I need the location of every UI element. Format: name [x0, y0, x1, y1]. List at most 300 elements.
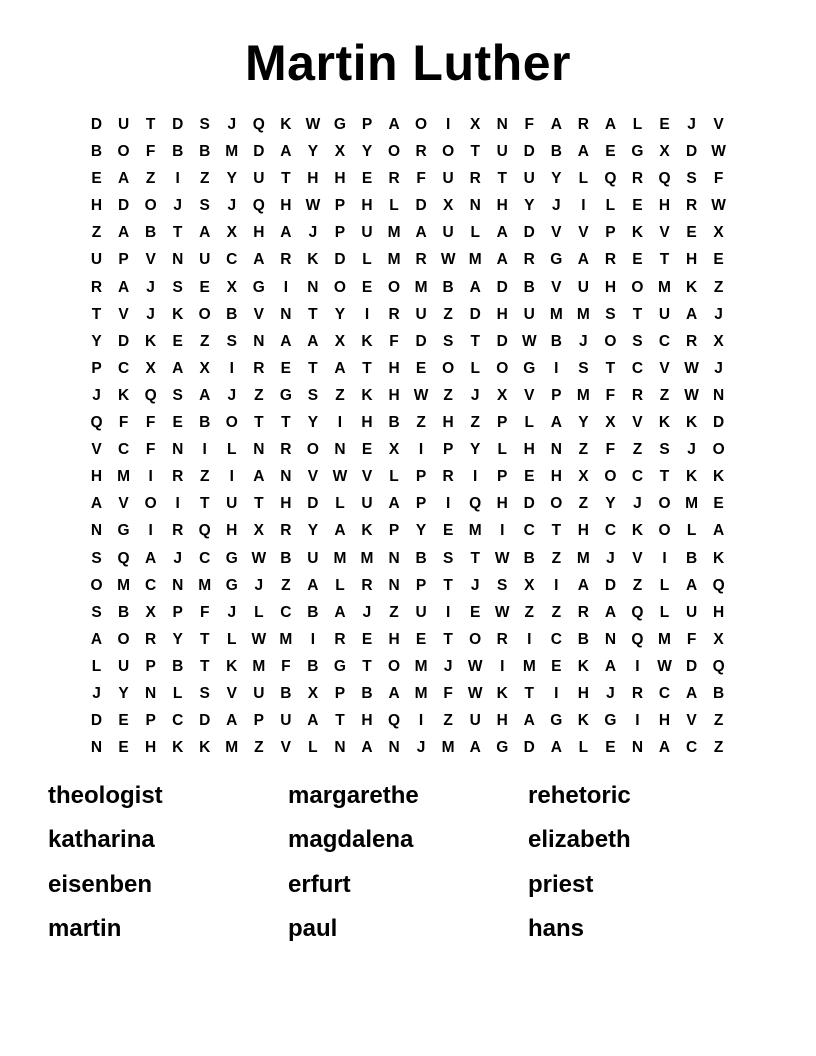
grid-cell[interactable]: P: [551, 386, 562, 404]
grid-cell[interactable]: M: [576, 386, 590, 404]
grid-cell[interactable]: R: [604, 251, 617, 269]
grid-cell[interactable]: P: [388, 522, 400, 540]
grid-cell[interactable]: I: [554, 359, 559, 377]
grid-cell[interactable]: Z: [199, 468, 210, 486]
grid-cell[interactable]: L: [659, 603, 670, 621]
grid-cell[interactable]: E: [361, 170, 373, 188]
grid-cell[interactable]: T: [470, 549, 480, 567]
grid-cell[interactable]: B: [199, 143, 211, 161]
grid-cell[interactable]: K: [307, 251, 319, 269]
grid-cell[interactable]: E: [659, 116, 670, 133]
grid-cell[interactable]: A: [469, 278, 481, 296]
grid-cell[interactable]: X: [226, 224, 237, 242]
grid-cell[interactable]: V: [659, 359, 670, 377]
grid-cell[interactable]: O: [90, 576, 103, 594]
grid-cell[interactable]: D: [523, 739, 535, 757]
grid-cell[interactable]: A: [388, 495, 400, 513]
grid-cell[interactable]: N: [334, 441, 346, 459]
grid-cell[interactable]: N: [172, 251, 184, 269]
grid-cell[interactable]: B: [550, 143, 562, 161]
grid-cell[interactable]: S: [686, 170, 697, 188]
grid-cell[interactable]: Z: [145, 170, 156, 188]
grid-cell[interactable]: A: [604, 657, 617, 675]
grid-cell[interactable]: K: [577, 712, 589, 730]
grid-cell[interactable]: W: [332, 468, 348, 486]
grid-cell[interactable]: Z: [524, 603, 534, 621]
grid-cell[interactable]: V: [551, 278, 562, 296]
grid-cell[interactable]: A: [604, 603, 617, 621]
grid-cell[interactable]: N: [388, 549, 400, 567]
grid-cell[interactable]: G: [631, 143, 644, 161]
grid-cell[interactable]: I: [445, 116, 451, 133]
grid-cell[interactable]: S: [172, 386, 183, 404]
grid-cell[interactable]: U: [442, 224, 454, 242]
grid-cell[interactable]: E: [632, 197, 643, 215]
grid-cell[interactable]: U: [685, 603, 698, 621]
grid-cell[interactable]: J: [579, 332, 588, 350]
grid-cell[interactable]: F: [281, 657, 291, 675]
grid-cell[interactable]: S: [91, 549, 102, 567]
grid-cell[interactable]: H: [90, 468, 103, 486]
grid-cell[interactable]: X: [713, 630, 724, 648]
grid-cell[interactable]: V: [118, 495, 129, 513]
grid-cell[interactable]: C: [550, 630, 562, 648]
grid-cell[interactable]: H: [658, 197, 671, 215]
grid-cell[interactable]: A: [280, 224, 292, 242]
grid-cell[interactable]: D: [172, 116, 184, 133]
grid-cell[interactable]: Y: [172, 630, 183, 648]
grid-cell[interactable]: M: [414, 684, 428, 702]
grid-cell[interactable]: A: [496, 224, 508, 242]
grid-cell[interactable]: V: [632, 414, 643, 432]
grid-cell[interactable]: B: [280, 549, 292, 567]
grid-cell[interactable]: T: [659, 468, 670, 486]
grid-cell[interactable]: T: [524, 684, 534, 702]
grid-cell[interactable]: H: [550, 468, 562, 486]
grid-cell[interactable]: Z: [199, 332, 210, 350]
grid-cell[interactable]: S: [632, 332, 643, 350]
grid-cell[interactable]: K: [631, 522, 644, 540]
grid-cell[interactable]: A: [388, 684, 400, 702]
grid-cell[interactable]: Z: [551, 603, 562, 621]
grid-cell[interactable]: K: [361, 386, 373, 404]
grid-cell[interactable]: D: [685, 657, 698, 675]
grid-cell[interactable]: D: [334, 251, 346, 269]
grid-cell[interactable]: Q: [631, 630, 644, 648]
grid-cell[interactable]: C: [631, 359, 644, 377]
grid-cell[interactable]: P: [415, 576, 427, 594]
grid-cell[interactable]: R: [145, 630, 157, 648]
grid-cell[interactable]: R: [631, 170, 644, 188]
grid-cell[interactable]: N: [713, 386, 725, 404]
grid-cell[interactable]: O: [442, 143, 455, 161]
grid-cell[interactable]: X: [199, 359, 210, 377]
grid-cell[interactable]: T: [308, 359, 318, 377]
grid-cell[interactable]: T: [281, 414, 291, 432]
grid-cell[interactable]: Q: [604, 170, 617, 188]
grid-cell[interactable]: T: [605, 359, 616, 377]
grid-cell[interactable]: D: [496, 332, 508, 350]
grid-cell[interactable]: T: [497, 170, 507, 188]
grid-cell[interactable]: K: [496, 684, 508, 702]
grid-cell[interactable]: R: [631, 684, 644, 702]
grid-cell[interactable]: L: [389, 468, 399, 486]
grid-cell[interactable]: F: [389, 332, 399, 350]
grid-cell[interactable]: V: [226, 684, 237, 702]
grid-cell[interactable]: A: [685, 576, 698, 594]
grid-cell[interactable]: X: [497, 386, 508, 404]
grid-cell[interactable]: F: [524, 116, 534, 133]
grid-cell[interactable]: S: [199, 684, 210, 702]
grid-cell[interactable]: A: [253, 468, 265, 486]
grid-cell[interactable]: Q: [469, 495, 482, 513]
grid-cell[interactable]: I: [148, 468, 153, 486]
grid-cell[interactable]: Q: [712, 576, 725, 594]
grid-cell[interactable]: O: [388, 657, 401, 675]
grid-cell[interactable]: M: [468, 522, 482, 540]
grid-cell[interactable]: Z: [632, 576, 643, 594]
grid-cell[interactable]: G: [117, 522, 130, 540]
grid-cell[interactable]: J: [227, 386, 237, 404]
grid-cell[interactable]: V: [118, 305, 129, 323]
grid-cell[interactable]: I: [229, 359, 234, 377]
grid-cell[interactable]: A: [117, 170, 130, 188]
grid-cell[interactable]: R: [90, 278, 103, 296]
grid-cell[interactable]: H: [307, 170, 319, 188]
grid-cell[interactable]: W: [521, 332, 537, 350]
grid-cell[interactable]: R: [280, 522, 292, 540]
grid-cell[interactable]: J: [173, 549, 182, 567]
grid-cell[interactable]: T: [551, 522, 562, 540]
grid-cell[interactable]: O: [469, 630, 482, 648]
grid-cell[interactable]: B: [442, 278, 454, 296]
grid-cell[interactable]: A: [172, 359, 184, 377]
grid-cell[interactable]: R: [631, 386, 644, 404]
grid-cell[interactable]: E: [605, 143, 616, 161]
grid-cell[interactable]: Q: [252, 197, 265, 215]
grid-cell[interactable]: B: [280, 684, 292, 702]
grid-cell[interactable]: A: [334, 522, 346, 540]
grid-cell[interactable]: I: [202, 441, 207, 459]
grid-cell[interactable]: P: [145, 712, 156, 730]
grid-cell[interactable]: R: [388, 170, 400, 188]
grid-cell[interactable]: G: [333, 116, 346, 133]
grid-cell[interactable]: K: [172, 739, 184, 757]
grid-cell[interactable]: Z: [713, 278, 724, 296]
grid-cell[interactable]: E: [470, 603, 481, 621]
grid-cell[interactable]: N: [280, 305, 292, 323]
grid-cell[interactable]: F: [416, 170, 426, 188]
grid-cell[interactable]: A: [307, 576, 319, 594]
grid-cell[interactable]: A: [117, 224, 130, 242]
grid-cell[interactable]: Z: [254, 739, 264, 757]
grid-cell[interactable]: K: [713, 468, 725, 486]
grid-cell[interactable]: M: [387, 251, 401, 269]
grid-cell[interactable]: R: [280, 441, 292, 459]
grid-cell[interactable]: A: [550, 116, 562, 133]
grid-cell[interactable]: T: [470, 143, 480, 161]
grid-cell[interactable]: Q: [658, 170, 671, 188]
grid-cell[interactable]: M: [252, 657, 266, 675]
grid-cell[interactable]: X: [713, 224, 724, 242]
grid-cell[interactable]: A: [334, 603, 346, 621]
grid-cell[interactable]: H: [604, 278, 617, 296]
grid-cell[interactable]: E: [524, 468, 535, 486]
grid-cell[interactable]: Y: [361, 143, 373, 161]
grid-cell[interactable]: H: [361, 197, 373, 215]
grid-cell[interactable]: U: [469, 712, 481, 730]
grid-cell[interactable]: A: [307, 332, 319, 350]
grid-cell[interactable]: J: [254, 576, 264, 594]
grid-cell[interactable]: S: [442, 549, 454, 567]
grid-cell[interactable]: O: [333, 278, 346, 296]
grid-cell[interactable]: V: [361, 468, 373, 486]
grid-cell[interactable]: W: [494, 603, 510, 621]
grid-cell[interactable]: G: [279, 386, 292, 404]
grid-cell[interactable]: K: [172, 305, 184, 323]
grid-cell[interactable]: E: [415, 359, 427, 377]
grid-cell[interactable]: U: [415, 603, 427, 621]
grid-cell[interactable]: B: [415, 549, 427, 567]
grid-cell[interactable]: P: [334, 224, 346, 242]
grid-cell[interactable]: J: [173, 197, 182, 215]
grid-cell[interactable]: K: [361, 522, 373, 540]
grid-cell[interactable]: Z: [281, 576, 291, 594]
grid-cell[interactable]: A: [253, 251, 265, 269]
grid-cell[interactable]: E: [91, 170, 102, 188]
grid-cell[interactable]: V: [145, 251, 156, 269]
grid-cell[interactable]: E: [199, 278, 210, 296]
grid-cell[interactable]: D: [117, 332, 130, 350]
grid-cell[interactable]: T: [308, 305, 318, 323]
grid-cell[interactable]: S: [226, 332, 237, 350]
grid-cell[interactable]: M: [279, 630, 293, 648]
grid-cell[interactable]: A: [90, 495, 103, 513]
grid-cell[interactable]: A: [496, 251, 508, 269]
grid-cell[interactable]: V: [307, 468, 319, 486]
grid-cell[interactable]: K: [280, 116, 292, 133]
grid-cell[interactable]: W: [494, 549, 510, 567]
grid-cell[interactable]: N: [90, 522, 103, 540]
grid-cell[interactable]: A: [469, 739, 481, 757]
grid-cell[interactable]: J: [362, 603, 372, 621]
grid-cell[interactable]: I: [473, 468, 478, 486]
grid-cell[interactable]: V: [253, 305, 264, 323]
grid-cell[interactable]: D: [117, 197, 130, 215]
grid-cell[interactable]: P: [361, 116, 373, 133]
grid-cell[interactable]: J: [687, 116, 696, 133]
grid-cell[interactable]: H: [280, 197, 292, 215]
grid-cell[interactable]: A: [658, 739, 671, 757]
grid-cell[interactable]: H: [280, 495, 292, 513]
grid-cell[interactable]: B: [307, 603, 319, 621]
grid-cell[interactable]: L: [659, 576, 670, 594]
grid-cell[interactable]: W: [711, 197, 726, 215]
grid-cell[interactable]: Z: [713, 712, 724, 730]
grid-cell[interactable]: T: [199, 630, 210, 648]
grid-cell[interactable]: D: [415, 332, 427, 350]
grid-cell[interactable]: E: [361, 630, 373, 648]
grid-cell[interactable]: X: [713, 332, 724, 350]
grid-cell[interactable]: T: [199, 657, 210, 675]
grid-cell[interactable]: H: [253, 224, 265, 242]
grid-cell[interactable]: U: [199, 251, 211, 269]
grid-cell[interactable]: X: [578, 468, 589, 486]
grid-cell[interactable]: N: [172, 441, 184, 459]
grid-cell[interactable]: U: [442, 170, 454, 188]
grid-cell[interactable]: M: [658, 630, 671, 648]
grid-cell[interactable]: D: [415, 197, 427, 215]
grid-cell[interactable]: J: [92, 684, 101, 702]
grid-cell[interactable]: I: [554, 684, 559, 702]
grid-cell[interactable]: B: [713, 684, 725, 702]
grid-cell[interactable]: N: [550, 441, 562, 459]
grid-cell[interactable]: W: [711, 143, 726, 161]
grid-cell[interactable]: V: [578, 224, 589, 242]
grid-cell[interactable]: Y: [415, 522, 427, 540]
grid-cell[interactable]: V: [659, 224, 670, 242]
grid-cell[interactable]: P: [497, 468, 508, 486]
grid-cell[interactable]: P: [415, 468, 427, 486]
grid-cell[interactable]: B: [523, 549, 535, 567]
grid-cell[interactable]: A: [577, 576, 589, 594]
grid-cell[interactable]: H: [577, 522, 589, 540]
grid-cell[interactable]: R: [523, 251, 535, 269]
grid-cell[interactable]: R: [415, 143, 427, 161]
grid-cell[interactable]: Q: [252, 116, 265, 133]
grid-cell[interactable]: F: [199, 603, 210, 621]
grid-cell[interactable]: I: [175, 170, 180, 188]
grid-cell[interactable]: A: [226, 712, 238, 730]
grid-cell[interactable]: K: [631, 224, 644, 242]
grid-cell[interactable]: I: [527, 630, 532, 648]
grid-cell[interactable]: I: [581, 197, 586, 215]
grid-cell[interactable]: N: [253, 332, 265, 350]
grid-cell[interactable]: Z: [443, 305, 453, 323]
grid-cell[interactable]: W: [467, 657, 483, 675]
grid-cell[interactable]: B: [90, 143, 103, 161]
grid-cell[interactable]: I: [635, 657, 640, 675]
grid-cell[interactable]: C: [658, 332, 671, 350]
grid-cell[interactable]: D: [604, 576, 617, 594]
grid-cell[interactable]: B: [199, 414, 211, 432]
grid-cell[interactable]: R: [577, 116, 589, 133]
grid-cell[interactable]: O: [631, 278, 644, 296]
grid-cell[interactable]: R: [442, 468, 454, 486]
grid-cell[interactable]: L: [686, 522, 697, 540]
grid-cell[interactable]: A: [550, 414, 562, 432]
grid-cell[interactable]: L: [227, 441, 237, 459]
grid-cell[interactable]: H: [496, 197, 508, 215]
grid-cell[interactable]: X: [334, 332, 346, 350]
grid-cell[interactable]: I: [418, 712, 424, 730]
grid-cell[interactable]: I: [364, 305, 370, 323]
grid-cell[interactable]: G: [333, 657, 346, 675]
grid-cell[interactable]: T: [281, 170, 291, 188]
grid-cell[interactable]: M: [414, 278, 428, 296]
grid-cell[interactable]: X: [145, 359, 156, 377]
grid-cell[interactable]: O: [388, 143, 401, 161]
grid-cell[interactable]: J: [606, 549, 615, 567]
grid-cell[interactable]: Q: [712, 657, 725, 675]
grid-cell[interactable]: T: [335, 712, 345, 730]
grid-cell[interactable]: M: [441, 739, 455, 757]
grid-cell[interactable]: W: [684, 359, 699, 377]
grid-cell[interactable]: J: [470, 576, 480, 594]
grid-cell[interactable]: X: [145, 603, 156, 621]
grid-cell[interactable]: I: [148, 522, 153, 540]
grid-cell[interactable]: O: [144, 197, 157, 215]
grid-cell[interactable]: M: [685, 495, 699, 513]
grid-cell[interactable]: A: [199, 386, 211, 404]
grid-cell[interactable]: S: [307, 386, 319, 404]
grid-cell[interactable]: N: [631, 739, 644, 757]
grid-cell[interactable]: M: [468, 251, 482, 269]
grid-cell[interactable]: J: [687, 441, 696, 459]
grid-cell[interactable]: M: [360, 549, 374, 567]
grid-cell[interactable]: A: [388, 116, 400, 133]
grid-cell[interactable]: H: [145, 739, 157, 757]
grid-cell[interactable]: A: [577, 251, 589, 269]
grid-cell[interactable]: C: [226, 251, 238, 269]
grid-cell[interactable]: Q: [117, 549, 130, 567]
grid-cell[interactable]: W: [305, 116, 321, 133]
grid-cell[interactable]: V: [713, 116, 724, 133]
grid-cell[interactable]: K: [577, 657, 589, 675]
grid-cell[interactable]: V: [632, 549, 643, 567]
grid-cell[interactable]: N: [307, 278, 319, 296]
grid-cell[interactable]: H: [658, 712, 671, 730]
grid-cell[interactable]: D: [713, 414, 725, 432]
grid-cell[interactable]: Z: [470, 414, 480, 432]
grid-cell[interactable]: I: [500, 657, 505, 675]
grid-cell[interactable]: H: [496, 305, 508, 323]
grid-cell[interactable]: A: [199, 224, 211, 242]
grid-cell[interactable]: O: [198, 305, 211, 323]
grid-cell[interactable]: M: [225, 143, 239, 161]
grid-cell[interactable]: J: [227, 116, 237, 133]
grid-cell[interactable]: I: [175, 495, 180, 513]
grid-cell[interactable]: T: [443, 630, 453, 648]
grid-cell[interactable]: E: [361, 278, 373, 296]
grid-cell[interactable]: Q: [90, 414, 103, 432]
grid-cell[interactable]: Z: [254, 386, 264, 404]
grid-cell[interactable]: L: [470, 224, 480, 242]
grid-cell[interactable]: N: [90, 739, 103, 757]
grid-cell[interactable]: H: [334, 170, 346, 188]
grid-cell[interactable]: J: [416, 739, 426, 757]
grid-cell[interactable]: G: [496, 739, 509, 757]
grid-cell[interactable]: Y: [605, 495, 616, 513]
grid-cell[interactable]: K: [658, 414, 671, 432]
grid-cell[interactable]: D: [523, 224, 535, 242]
grid-cell[interactable]: J: [470, 386, 480, 404]
grid-cell[interactable]: B: [172, 143, 184, 161]
grid-cell[interactable]: L: [632, 116, 643, 133]
grid-cell[interactable]: Z: [578, 495, 589, 513]
grid-cell[interactable]: F: [443, 684, 453, 702]
grid-cell[interactable]: A: [90, 630, 103, 648]
grid-cell[interactable]: O: [604, 468, 617, 486]
grid-cell[interactable]: L: [308, 739, 318, 757]
grid-cell[interactable]: U: [253, 684, 265, 702]
grid-cell[interactable]: J: [606, 684, 615, 702]
grid-cell[interactable]: I: [418, 441, 424, 459]
grid-cell[interactable]: A: [117, 278, 130, 296]
grid-cell[interactable]: X: [442, 197, 454, 215]
grid-cell[interactable]: Z: [578, 441, 589, 459]
grid-cell[interactable]: L: [578, 170, 589, 188]
